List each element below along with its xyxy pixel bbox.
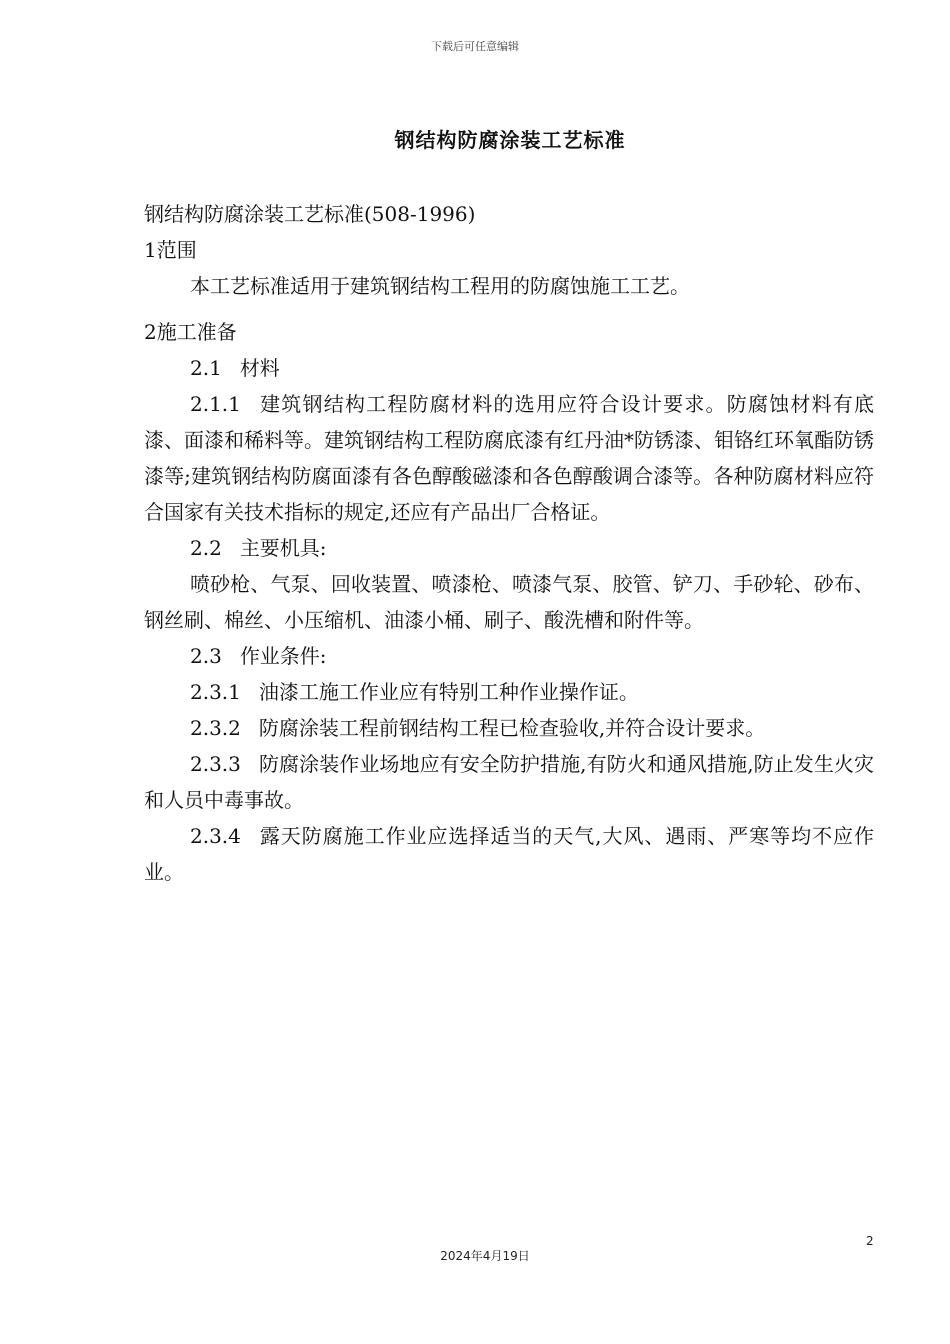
document-body: [144, 196, 874, 890]
section-2-3-2-paragraph: [144, 710, 874, 746]
section-label: 作业条件:: [239, 644, 327, 668]
section-number: 2.3.1: [190, 680, 241, 704]
section-2-1-1-paragraph: [144, 386, 874, 530]
section-1-heading: 1范围: [144, 238, 197, 262]
section-number: 2.2: [190, 536, 222, 560]
paragraph-text: 油漆工施工作业应有特别工种作业操作证。: [258, 680, 639, 704]
section-number: 2.1.1: [190, 392, 241, 416]
section-number: 2.3.4: [190, 824, 241, 848]
section-1-text: 本工艺标准适用于建筑钢结构工程用的防腐蚀施工工艺。: [190, 274, 690, 298]
paragraph-text: 防腐涂装工程前钢结构工程已检查验收,并符合设计要求。: [258, 716, 766, 740]
section-2-heading: 2施工准备: [144, 320, 237, 344]
paragraph-text: 防腐涂装作业场地应有安全防护措施,有防火和通风措施,防止发生火灾和人员中毒事故。: [144, 752, 874, 812]
paragraph-text: 露天防腐施工作业应选择适当的天气,大风、遇雨、严寒等均不应作业。: [144, 824, 874, 884]
section-2-3-4-paragraph: [144, 818, 874, 890]
section-2-3-1-paragraph: [144, 674, 874, 710]
section-2-2-heading: [144, 530, 874, 566]
section-2-1-heading: [144, 350, 874, 386]
page-header-note: 下载后可任意编辑: [431, 40, 519, 53]
section-label: 主要机具:: [239, 536, 327, 560]
section-2-3-heading: [144, 638, 874, 674]
paragraph-text: 建筑钢结构工程防腐材料的选用应符合设计要求。防腐蚀材料有底漆、面漆和稀料等。建筑钢结构工程防腐底漆有红丹油*防锈漆、钼铬红环氧酯防锈漆等;建筑钢结构防腐面漆有各色醇酸磁漆和各色醇酸调合漆等。各种防腐材料应符合国家有关技术指标的规定,还应有产品出厂合格证。: [144, 392, 874, 524]
section-number: 2.3.3: [190, 752, 241, 776]
section-number: 2.1: [190, 356, 222, 380]
document-subtitle: 钢结构防腐涂装工艺标准(508-1996): [144, 202, 476, 226]
section-number: 2.3.2: [190, 716, 241, 740]
section-2-3-3-paragraph: [144, 746, 874, 818]
section-2-2-paragraph: 喷砂枪、气泵、回收装置、喷漆枪、喷漆气泵、胶管、铲刀、手砂轮、砂布、钢丝刷、棉丝、小压缩机、油漆小桶、刷子、酸洗槽和附件等。: [144, 572, 874, 632]
footer-date: 2024年4月19日: [440, 1249, 530, 1263]
spacer: [144, 304, 874, 314]
section-label: 材料: [239, 356, 280, 380]
document-title: 钢结构防腐涂装工艺标准: [394, 128, 626, 152]
section-number: 2.3: [190, 644, 222, 668]
page-number: 2: [866, 1234, 874, 1248]
